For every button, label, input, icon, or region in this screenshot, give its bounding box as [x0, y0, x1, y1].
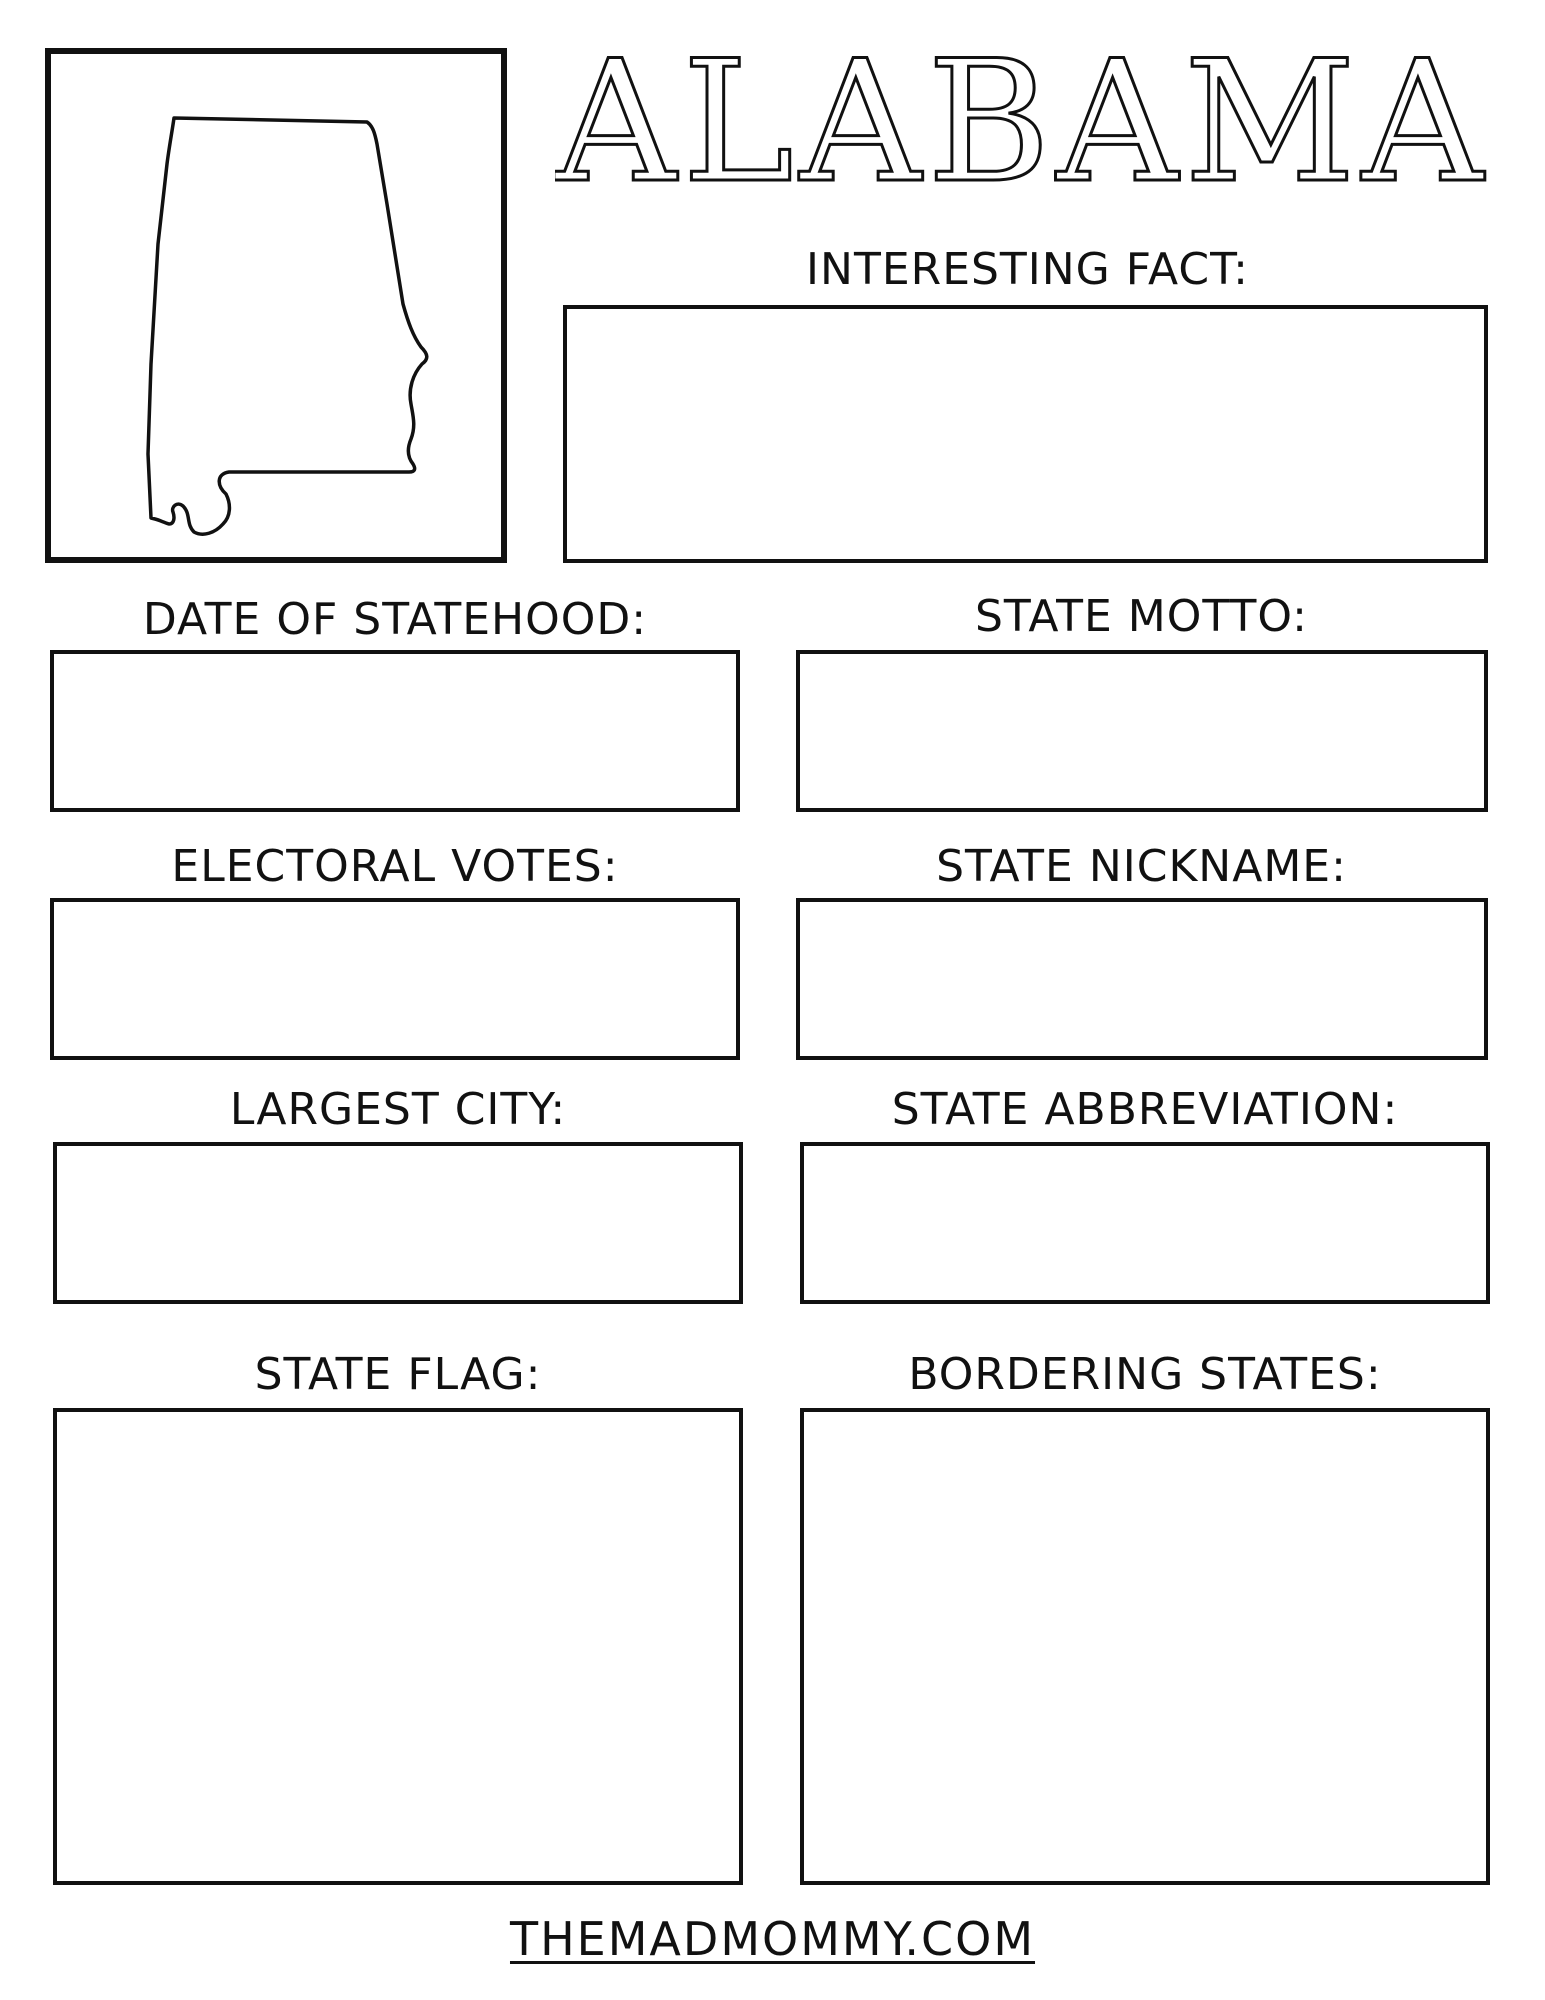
interesting-fact-box[interactable]: [563, 305, 1488, 563]
alabama-outline-icon: [51, 54, 501, 557]
state-flag-label: STATE FLAG:: [254, 1349, 542, 1400]
date-of-statehood-box[interactable]: [50, 650, 740, 812]
state-motto-box[interactable]: [796, 650, 1488, 812]
state-flag-box[interactable]: [53, 1408, 743, 1885]
state-abbreviation-box[interactable]: [800, 1142, 1490, 1304]
title-text: ALABAMA: [555, 45, 1490, 200]
electoral-votes-label: ELECTORAL VOTES:: [171, 841, 619, 892]
bordering-states-box[interactable]: [800, 1408, 1490, 1885]
footer-website: THEMADMOMMY.COM: [509, 1912, 1036, 1966]
electoral-votes-box[interactable]: [50, 898, 740, 1060]
state-abbreviation-label: STATE ABBREVIATION:: [891, 1084, 1399, 1135]
state-nickname-label: STATE NICKNAME:: [936, 841, 1347, 892]
largest-city-label: LARGEST CITY:: [229, 1084, 567, 1135]
state-nickname-box[interactable]: [796, 898, 1488, 1060]
largest-city-box[interactable]: [53, 1142, 743, 1304]
state-map-frame: [45, 48, 507, 563]
date-of-statehood-label: DATE OF STATEHOOD:: [142, 594, 648, 645]
state-motto-label: STATE MOTTO:: [975, 591, 1308, 642]
interesting-fact-label: INTERESTING FACT:: [806, 244, 1249, 295]
bordering-states-label: BORDERING STATES:: [908, 1349, 1382, 1400]
page-title: [555, 45, 1490, 200]
